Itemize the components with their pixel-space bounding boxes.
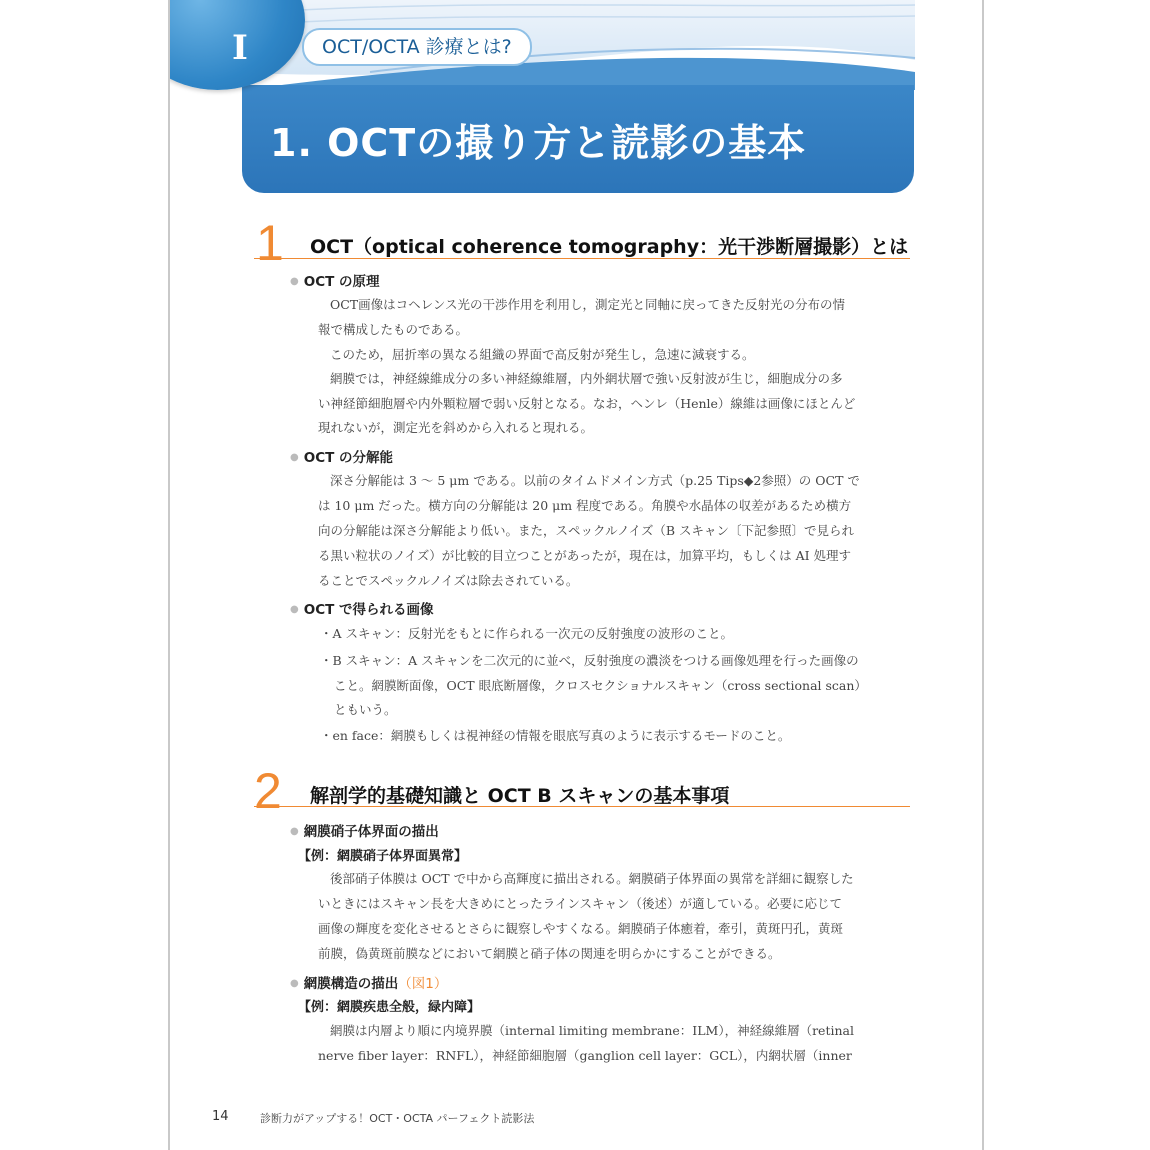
body-line: 網膜では，神経線維成分の多い神経線維層，内外網状層で強い反射波が生じ，細胞成分の多: [330, 371, 843, 386]
bullet-icon: ●: [290, 276, 299, 287]
body-line: ることでスペックルノイズは除去されている。: [318, 573, 579, 588]
list-item-continuation: ともいう。: [334, 702, 397, 717]
example-label: 【例：網膜硝子体界面異常】: [298, 849, 468, 864]
body-line: 後部硝子体膜は OCT で中から高輝度に描出される。網膜硝子体界面の異常を詳細に観察した: [330, 871, 854, 886]
section-rule: [254, 258, 910, 259]
section-title: OCT（optical coherence tomography：光干渉断層撮影）とは: [310, 236, 909, 258]
bullet-icon: ●: [290, 452, 299, 463]
chapter-number: I: [232, 28, 248, 68]
bullet-icon: ●: [290, 978, 299, 989]
page-number: 14: [212, 1109, 229, 1124]
body-line: いときにはスキャン長を大きめにとったラインスキャン（後述）が適している。必要に応じて: [318, 896, 843, 911]
subsection-heading: ● OCT で得られる画像: [290, 602, 434, 618]
body-line: は 10 μm だった。横方向の分解能は 20 μm 程度である。角膜や水晶体の収差があるため横方: [318, 498, 852, 513]
page-title: 1. OCTの撮り方と読影の基本: [270, 121, 807, 165]
section-title: 解剖学的基礎知識と OCT B スキャンの基本事項: [310, 785, 730, 807]
body-line: 向の分解能は深さ分解能より低い。また，スペックルノイズ（B スキャン〔下記参照〕で見られ: [318, 523, 855, 538]
subsection-heading: ● 網膜構造の描出（図1）: [290, 976, 448, 992]
body-line: nerve fiber layer：RNFL），神経節細胞層（ganglion cell layer：GCL），内網状層（inner: [318, 1048, 852, 1063]
running-footer: 診断力がアップする！OCT・OCTA パーフェクト読影法: [260, 1112, 535, 1125]
body-line: 画像の輝度を変化させるとさらに観察しやすくなる。網膜硝子体癒着，牽引，黄斑円孔，黄斑: [318, 921, 844, 936]
list-item: ・en face：網膜もしくは視神経の情報を眼底写真のように表示するモードのこと。: [320, 728, 791, 743]
body-line: 前膜，偽黄斑前膜などにおいて網膜と硝子体の関連を明らかにすることができる。: [318, 946, 781, 961]
list-item-continuation: こと。網膜断面像，OCT 眼底断層像，クロスセクショナルスキャン（cross sectional scan）: [334, 678, 867, 693]
body-line: 深さ分解能は 3 ～ 5 μm である。以前のタイムドメイン方式（p.25 Tips◆2参照）の OCT で: [330, 473, 860, 488]
section-number: 2: [254, 763, 282, 819]
example-label: 【例：網膜疾患全般，緑内障】: [298, 1000, 481, 1015]
body-line: 網膜は内層より順に内境界膜（internal limiting membrane：ILM），神経線維層（retinal: [330, 1023, 854, 1038]
chapter-label: OCT/OCTA 診療とは?: [302, 28, 532, 66]
body-line: OCT画像はコヘレンス光の干渉作用を利用し，測定光と同軸に戻ってきた反射光の分布の情: [330, 297, 845, 312]
subsection-heading: ● OCT の原理: [290, 274, 380, 290]
figure-reference[interactable]: （図1）: [398, 976, 448, 992]
body-line: い神経節細胞層や内外顆粒層で弱い反射となる。なお，ヘンレ（Henle）線維は画像にほとんど: [318, 396, 856, 411]
body-line: 報で構成したものである。: [318, 322, 469, 337]
body-line: 現れないが，測定光を斜めから入れると現れる。: [318, 420, 594, 435]
subsection-heading: ● 網膜硝子体界面の描出: [290, 824, 439, 840]
bullet-icon: ●: [290, 826, 299, 837]
section-number: 1: [256, 215, 284, 271]
bullet-icon: ●: [290, 604, 299, 615]
subsection-heading: ● OCT の分解能: [290, 450, 394, 466]
body-line: る黒い粒状のノイズ）が比較的目立つことがあったが，現在は，加算平均，もしくは AI 処理す: [318, 548, 852, 563]
list-item: ・A スキャン：反射光をもとに作られる一次元の反射強度の波形のこと。: [320, 626, 734, 641]
list-item: ・B スキャン：A スキャンを二次元的に並べ，反射強度の濃淡をつける画像処理を行った画像の: [320, 653, 859, 668]
body-line: このため，屈折率の異なる組織の界面で高反射が発生し，急速に減衰する。: [330, 347, 755, 362]
section-rule: [254, 806, 910, 807]
document-page: [168, 0, 984, 1150]
